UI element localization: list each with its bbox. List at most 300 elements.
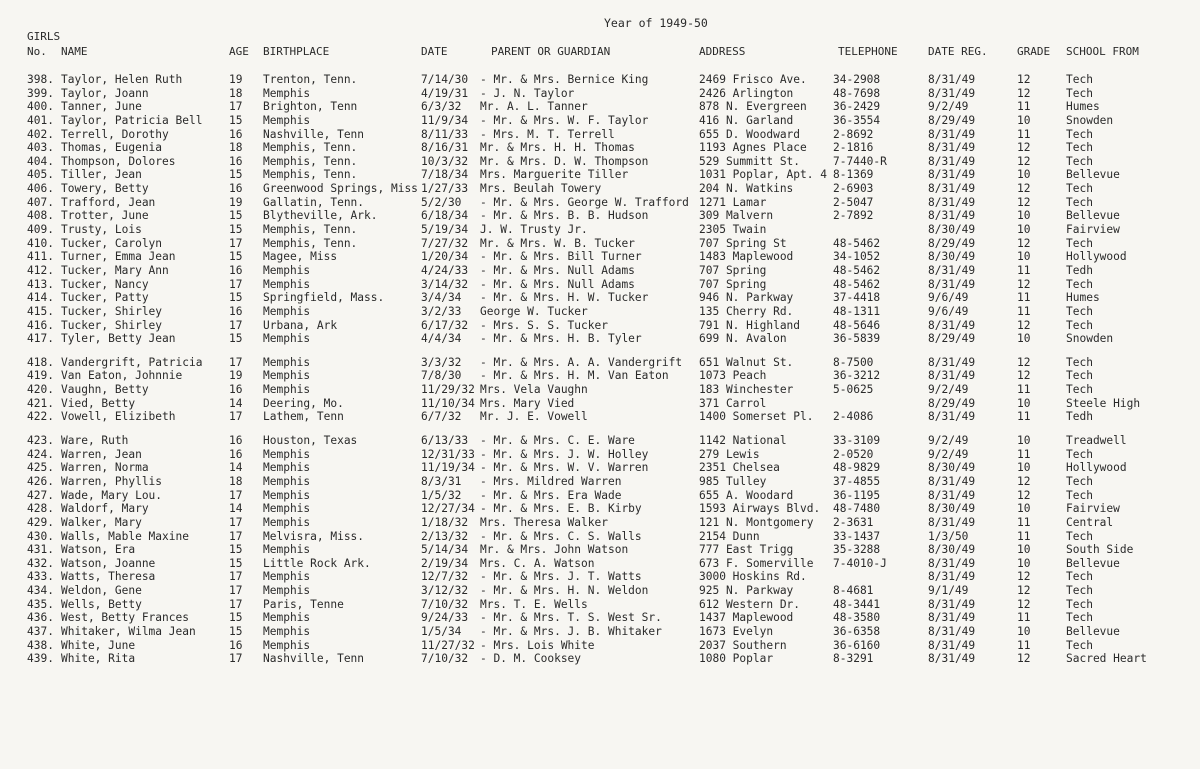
student-name: Tucker, Carolyn: [61, 236, 163, 250]
student-telephone: 48-7480: [833, 502, 881, 516]
student-parent: - Mr. & Mrs. J. W. Holley: [480, 447, 649, 461]
student-number: 429.: [27, 515, 54, 529]
student-address: 655 D. Woodward: [699, 127, 801, 141]
student-name: Thompson, Dolores: [61, 154, 176, 168]
student-date-reg: 8/31/49: [928, 570, 976, 584]
student-name: Trotter, June: [61, 209, 149, 223]
student-birthdate: 8/11/33: [421, 127, 469, 141]
student-school-from: Tech: [1066, 611, 1093, 625]
table-row: [0, 278, 1200, 292]
student-birthdate: 8/3/31: [421, 474, 462, 488]
student-name: Trusty, Lois: [61, 223, 142, 237]
student-number: 437.: [27, 624, 54, 638]
student-telephone: 2-7892: [833, 209, 874, 223]
student-age: 15: [229, 543, 243, 557]
student-school-from: Tech: [1066, 141, 1093, 155]
student-birthplace: Gallatin, Tenn.: [263, 195, 365, 209]
student-school-from: Hollywood: [1066, 250, 1127, 264]
student-number: 439.: [27, 652, 54, 666]
student-name: Watson, Joanne: [61, 556, 156, 570]
student-birthdate: 11/19/34: [421, 461, 475, 475]
student-telephone: 8-7500: [833, 355, 874, 369]
student-parent: - Mr. & Mrs. W. F. Taylor: [480, 113, 649, 127]
student-name: Watts, Theresa: [61, 570, 156, 584]
student-birthplace: Memphis: [263, 332, 311, 346]
student-birthdate: 3/4/34: [421, 291, 462, 305]
student-grade: 12: [1017, 236, 1031, 250]
student-number: 402.: [27, 127, 54, 141]
student-birthdate: 4/24/33: [421, 263, 469, 277]
student-parent: Mr. & Mrs. H. H. Thomas: [480, 141, 635, 155]
student-name: Thomas, Eugenia: [61, 141, 163, 155]
student-telephone: 36-5839: [833, 332, 881, 346]
student-birthdate: 5/19/34: [421, 223, 469, 237]
student-date-reg: 8/31/49: [928, 318, 976, 332]
student-number: 407.: [27, 195, 54, 209]
student-telephone: 36-3554: [833, 113, 881, 127]
student-birthplace: Magee, Miss: [263, 250, 338, 264]
student-grade: 11: [1017, 515, 1031, 529]
student-grade: 11: [1017, 410, 1031, 424]
header-school-from: SCHOOL FROM: [1066, 45, 1139, 58]
student-name: Weldon, Gene: [61, 584, 142, 598]
student-school-from: Tech: [1066, 195, 1093, 209]
student-grade: 10: [1017, 624, 1031, 638]
student-age: 16: [229, 304, 243, 318]
student-number: 401.: [27, 113, 54, 127]
header-telephone: TELEPHONE: [838, 45, 898, 58]
student-parent: George W. Tucker: [480, 304, 588, 318]
student-birthdate: 7/10/32: [421, 652, 469, 666]
student-birthdate: 12/7/32: [421, 570, 469, 584]
student-name: White, June: [61, 638, 136, 652]
student-grade: 12: [1017, 195, 1031, 209]
student-parent: - Mrs. Lois White: [480, 638, 595, 652]
student-name: Terrell, Dorothy: [61, 127, 169, 141]
student-address: 121 N. Montgomery: [699, 515, 814, 529]
student-grade: 12: [1017, 154, 1031, 168]
student-parent: - Mr. & Mrs. Era Wade: [480, 488, 622, 502]
student-parent: - Mr. & Mrs. Null Adams: [480, 277, 635, 291]
student-number: 423.: [27, 434, 54, 448]
student-school-from: Steele High: [1066, 396, 1141, 410]
student-age: 17: [229, 570, 243, 584]
student-birthdate: 2/19/34: [421, 556, 469, 570]
student-name: Taylor, Patricia Bell: [61, 113, 203, 127]
student-school-from: Fairview: [1066, 502, 1120, 516]
student-birthplace: Memphis: [263, 263, 311, 277]
student-telephone: 36-6160: [833, 638, 881, 652]
student-age: 15: [229, 223, 243, 237]
student-birthdate: 1/5/32: [421, 488, 462, 502]
student-age: 18: [229, 86, 243, 100]
student-date-reg: 8/31/49: [928, 277, 976, 291]
student-address: 2037 Southern: [699, 638, 787, 652]
student-parent: - Mr. & Mrs. J. T. Watts: [480, 570, 642, 584]
student-birthdate: 6/7/32: [421, 410, 462, 424]
student-birthdate: 3/2/33: [421, 304, 462, 318]
student-date-reg: 8/31/49: [928, 355, 976, 369]
table-row: [0, 530, 1200, 544]
student-school-from: Treadwell: [1066, 434, 1127, 448]
student-age: 16: [229, 434, 243, 448]
student-grade: 11: [1017, 638, 1031, 652]
student-grade: 12: [1017, 182, 1031, 196]
student-telephone: 48-5462: [833, 277, 881, 291]
student-telephone: 36-1195: [833, 488, 881, 502]
student-number: 432.: [27, 556, 54, 570]
student-telephone: 48-1311: [833, 304, 881, 318]
student-grade: 10: [1017, 434, 1031, 448]
student-grade: 12: [1017, 570, 1031, 584]
student-grade: 11: [1017, 304, 1031, 318]
student-name: Waldorf, Mary: [61, 502, 149, 516]
student-birthdate: 1/20/34: [421, 250, 469, 264]
table-row: [0, 209, 1200, 223]
student-school-from: Tech: [1066, 277, 1093, 291]
header-date: DATE: [421, 45, 448, 58]
student-birthplace: Memphis: [263, 570, 311, 584]
student-grade: 10: [1017, 250, 1031, 264]
student-school-from: Tech: [1066, 447, 1093, 461]
student-address: 1142 National: [699, 434, 787, 448]
student-date-reg: 8/31/49: [928, 209, 976, 223]
student-grade: 10: [1017, 209, 1031, 223]
table-row: [0, 461, 1200, 475]
table-row: [0, 100, 1200, 114]
student-grade: 12: [1017, 369, 1031, 383]
column-headers: [0, 45, 1200, 59]
student-parent: - Mr. & Mrs. H. W. Tucker: [480, 291, 649, 305]
student-number: 438.: [27, 638, 54, 652]
header-birthplace: BIRTHPLACE: [263, 45, 330, 58]
student-birthdate: 6/17/32: [421, 318, 469, 332]
student-grade: 10: [1017, 502, 1031, 516]
student-address: 2351 Chelsea: [699, 461, 780, 475]
student-number: 409.: [27, 223, 54, 237]
student-number: 416.: [27, 318, 54, 332]
student-number: 414.: [27, 291, 54, 305]
student-parent: - Mr. & Mrs. H. M. Van Eaton: [480, 369, 669, 383]
table-row: [0, 196, 1200, 210]
student-address: 1080 Poplar: [699, 652, 774, 666]
student-grade: 11: [1017, 291, 1031, 305]
student-age: 19: [229, 195, 243, 209]
student-school-from: Tech: [1066, 638, 1093, 652]
student-address: 183 Winchester: [699, 383, 794, 397]
student-age: 14: [229, 396, 243, 410]
student-address: 673 F. Somerville: [699, 556, 814, 570]
student-birthdate: 11/29/32: [421, 383, 475, 397]
student-date-reg: 8/31/49: [928, 652, 976, 666]
student-number: 405.: [27, 168, 54, 182]
student-number: 417.: [27, 332, 54, 346]
table-row: [0, 264, 1200, 278]
student-age: 19: [229, 369, 243, 383]
student-parent: Mrs. Beulah Towery: [480, 182, 602, 196]
student-name: Vandergrift, Patricia: [61, 355, 203, 369]
student-birthplace: Memphis: [263, 474, 311, 488]
student-parent: Mrs. T. E. Wells: [480, 597, 588, 611]
student-address: 985 Tulley: [699, 474, 767, 488]
student-address: 2469 Frisco Ave.: [699, 73, 807, 86]
student-birthdate: 7/10/32: [421, 597, 469, 611]
student-telephone: 2-8692: [833, 127, 874, 141]
student-list: [0, 73, 1200, 666]
student-parent: Mr. A. L. Tanner: [480, 100, 588, 114]
student-date-reg: 8/31/49: [928, 474, 976, 488]
student-number: 419.: [27, 369, 54, 383]
student-parent: J. W. Trusty Jr.: [480, 223, 588, 237]
header-name: NAME: [61, 45, 88, 58]
student-birthplace: Memphis: [263, 543, 311, 557]
student-telephone: 33-1437: [833, 529, 881, 543]
student-parent: - Mr. & Mrs. C. S. Walls: [480, 529, 642, 543]
student-telephone: 7-7440-R: [833, 154, 887, 168]
student-parent: - Mrs. S. S. Tucker: [480, 318, 608, 332]
student-telephone: 48-5462: [833, 236, 881, 250]
student-age: 15: [229, 113, 243, 127]
student-birthplace: Memphis: [263, 488, 311, 502]
student-name: Watson, Era: [61, 543, 136, 557]
student-date-reg: 8/31/49: [928, 263, 976, 277]
student-number: 427.: [27, 488, 54, 502]
table-row: [0, 502, 1200, 516]
student-date-reg: 9/6/49: [928, 291, 969, 305]
student-number: 408.: [27, 209, 54, 223]
student-parent: - Mrs. M. T. Terrell: [480, 127, 615, 141]
student-grade: 11: [1017, 447, 1031, 461]
student-name: Tucker, Shirley: [61, 318, 163, 332]
student-school-from: Humes: [1066, 291, 1100, 305]
student-name: Towery, Betty: [61, 182, 149, 196]
student-grade: 11: [1017, 611, 1031, 625]
student-birthdate: 9/24/33: [421, 611, 469, 625]
table-row: [0, 557, 1200, 571]
student-age: 16: [229, 638, 243, 652]
student-address: 1271 Lamar: [699, 195, 767, 209]
student-parent: - Mr. & Mrs. H. B. Tyler: [480, 332, 642, 346]
student-parent: - J. N. Taylor: [480, 86, 575, 100]
student-address: 707 Spring: [699, 263, 767, 277]
student-address: 699 N. Avalon: [699, 332, 787, 346]
student-name: Tucker, Nancy: [61, 277, 149, 291]
student-birthdate: 7/27/32: [421, 236, 469, 250]
student-telephone: 35-3288: [833, 543, 881, 557]
student-birthdate: 6/18/34: [421, 209, 469, 223]
table-row: [0, 114, 1200, 128]
student-telephone: 2-4086: [833, 410, 874, 424]
student-birthdate: 6/3/32: [421, 100, 462, 114]
student-school-from: Tech: [1066, 584, 1093, 598]
student-birthplace: Springfield, Mass.: [263, 291, 385, 305]
student-address: 1593 Airways Blvd.: [699, 502, 821, 516]
student-number: 403.: [27, 141, 54, 155]
student-birthplace: Nashville, Tenn: [263, 652, 365, 666]
table-row: [0, 383, 1200, 397]
student-telephone: 36-2429: [833, 100, 881, 114]
student-grade: 12: [1017, 73, 1031, 86]
student-name: Tucker, Patty: [61, 291, 149, 305]
student-number: 406.: [27, 182, 54, 196]
student-birthdate: 6/13/33: [421, 434, 469, 448]
student-grade: 10: [1017, 543, 1031, 557]
table-row: [0, 291, 1200, 305]
student-school-from: Humes: [1066, 100, 1100, 114]
student-grade: 11: [1017, 529, 1031, 543]
table-row: [0, 489, 1200, 503]
student-number: 435.: [27, 597, 54, 611]
student-school-from: South Side: [1066, 543, 1134, 557]
student-parent: - Mr. & Mrs. T. S. West Sr.: [480, 611, 662, 625]
student-age: 17: [229, 597, 243, 611]
student-grade: 12: [1017, 488, 1031, 502]
student-telephone: 34-2908: [833, 73, 881, 86]
student-grade: 12: [1017, 355, 1031, 369]
student-number: 431.: [27, 543, 54, 557]
student-birthplace: Memphis: [263, 584, 311, 598]
student-number: 420.: [27, 383, 54, 397]
student-name: White, Rita: [61, 652, 136, 666]
student-age: 18: [229, 474, 243, 488]
table-row: [0, 73, 1200, 87]
student-address: 1031 Poplar, Apt. 4: [699, 168, 827, 182]
student-school-from: Tech: [1066, 597, 1093, 611]
student-date-reg: 8/31/49: [928, 624, 976, 638]
student-birthplace: Urbana, Ark: [263, 318, 338, 332]
student-parent: - Mr. & Mrs. Bernice King: [480, 73, 649, 86]
student-birthplace: Memphis: [263, 638, 311, 652]
student-date-reg: 8/31/49: [928, 195, 976, 209]
student-age: 16: [229, 182, 243, 196]
student-school-from: Tech: [1066, 127, 1093, 141]
table-row: [0, 625, 1200, 639]
student-grade: 10: [1017, 332, 1031, 346]
student-number: 434.: [27, 584, 54, 598]
table-row: [0, 223, 1200, 237]
table-row: [0, 369, 1200, 383]
student-birthplace: Little Rock Ark.: [263, 556, 371, 570]
student-telephone: 48-7698: [833, 86, 881, 100]
student-date-reg: 8/31/49: [928, 369, 976, 383]
student-date-reg: 9/2/49: [928, 383, 969, 397]
section-gap: [0, 346, 1200, 356]
table-row: [0, 237, 1200, 251]
student-name: Taylor, Helen Ruth: [61, 73, 183, 86]
student-school-from: Tedh: [1066, 410, 1093, 424]
student-age: 15: [229, 250, 243, 264]
student-grade: 10: [1017, 168, 1031, 182]
student-number: 411.: [27, 250, 54, 264]
student-number: 398.: [27, 73, 54, 86]
student-age: 14: [229, 502, 243, 516]
student-number: 436.: [27, 611, 54, 625]
table-row: [0, 250, 1200, 264]
student-number: 422.: [27, 410, 54, 424]
student-address: 529 Summitt St.: [699, 154, 801, 168]
student-school-from: Tech: [1066, 488, 1093, 502]
student-number: 400.: [27, 100, 54, 114]
student-age: 16: [229, 154, 243, 168]
student-birthdate: 8/16/31: [421, 141, 469, 155]
student-telephone: 2-1816: [833, 141, 874, 155]
student-telephone: 5-0625: [833, 383, 874, 397]
section-label: GIRLS: [27, 30, 61, 43]
student-telephone: 37-4418: [833, 291, 881, 305]
student-name: Warren, Norma: [61, 461, 149, 475]
student-number: 404.: [27, 154, 54, 168]
student-grade: 10: [1017, 113, 1031, 127]
student-grade: 10: [1017, 556, 1031, 570]
student-birthplace: Houston, Texas: [263, 434, 358, 448]
student-date-reg: 8/30/49: [928, 502, 976, 516]
header-parent: PARENT OR GUARDIAN: [491, 45, 611, 58]
student-name: Tiller, Jean: [61, 168, 142, 182]
student-name: Turner, Emma Jean: [61, 250, 176, 264]
student-telephone: 2-3631: [833, 515, 874, 529]
student-birthplace: Memphis: [263, 515, 311, 529]
student-date-reg: 8/30/49: [928, 250, 976, 264]
student-age: 19: [229, 73, 243, 86]
student-school-from: Bellevue: [1066, 624, 1120, 638]
student-birthplace: Memphis, Tenn.: [263, 154, 358, 168]
student-school-from: Tech: [1066, 86, 1093, 100]
student-telephone: 36-3212: [833, 369, 881, 383]
table-row: [0, 332, 1200, 346]
student-birthdate: 5/14/34: [421, 543, 469, 557]
student-address: 2426 Arlington: [699, 86, 794, 100]
student-school-from: Tech: [1066, 474, 1093, 488]
student-telephone: 8-4681: [833, 584, 874, 598]
student-grade: 10: [1017, 223, 1031, 237]
student-address: 707 Spring St: [699, 236, 787, 250]
table-row: [0, 305, 1200, 319]
student-date-reg: 8/31/49: [928, 597, 976, 611]
student-age: 15: [229, 332, 243, 346]
student-address: 612 Western Dr.: [699, 597, 801, 611]
table-row: [0, 543, 1200, 557]
student-address: 371 Carrol: [699, 396, 767, 410]
student-birthdate: 10/3/32: [421, 154, 469, 168]
student-age: 18: [229, 141, 243, 155]
student-name: Vaughn, Betty: [61, 383, 149, 397]
student-birthdate: 5/2/30: [421, 195, 462, 209]
student-date-reg: 8/30/49: [928, 223, 976, 237]
student-parent: - Mr. & Mrs. H. N. Weldon: [480, 584, 649, 598]
student-address: 1400 Somerset Pl.: [699, 410, 814, 424]
student-birthdate: 3/14/32: [421, 277, 469, 291]
student-address: 1073 Peach: [699, 369, 767, 383]
table-row: [0, 141, 1200, 155]
student-parent: Mr. & Mrs. D. W. Thompson: [480, 154, 649, 168]
student-age: 14: [229, 461, 243, 475]
student-parent: - D. M. Cooksey: [480, 652, 582, 666]
student-age: 15: [229, 611, 243, 625]
student-name: Tanner, June: [61, 100, 142, 114]
student-date-reg: 8/31/49: [928, 410, 976, 424]
student-school-from: Tech: [1066, 236, 1093, 250]
student-date-reg: 8/29/49: [928, 332, 976, 346]
student-address: 878 N. Evergreen: [699, 100, 807, 114]
student-birthplace: Blytheville, Ark.: [263, 209, 378, 223]
student-date-reg: 9/6/49: [928, 304, 969, 318]
student-birthplace: Lathem, Tenn: [263, 410, 344, 424]
student-age: 16: [229, 447, 243, 461]
section-gap: [0, 424, 1200, 434]
student-birthplace: Trenton, Tenn.: [263, 73, 358, 86]
student-date-reg: 8/31/49: [928, 611, 976, 625]
student-name: Taylor, Joann: [61, 86, 149, 100]
